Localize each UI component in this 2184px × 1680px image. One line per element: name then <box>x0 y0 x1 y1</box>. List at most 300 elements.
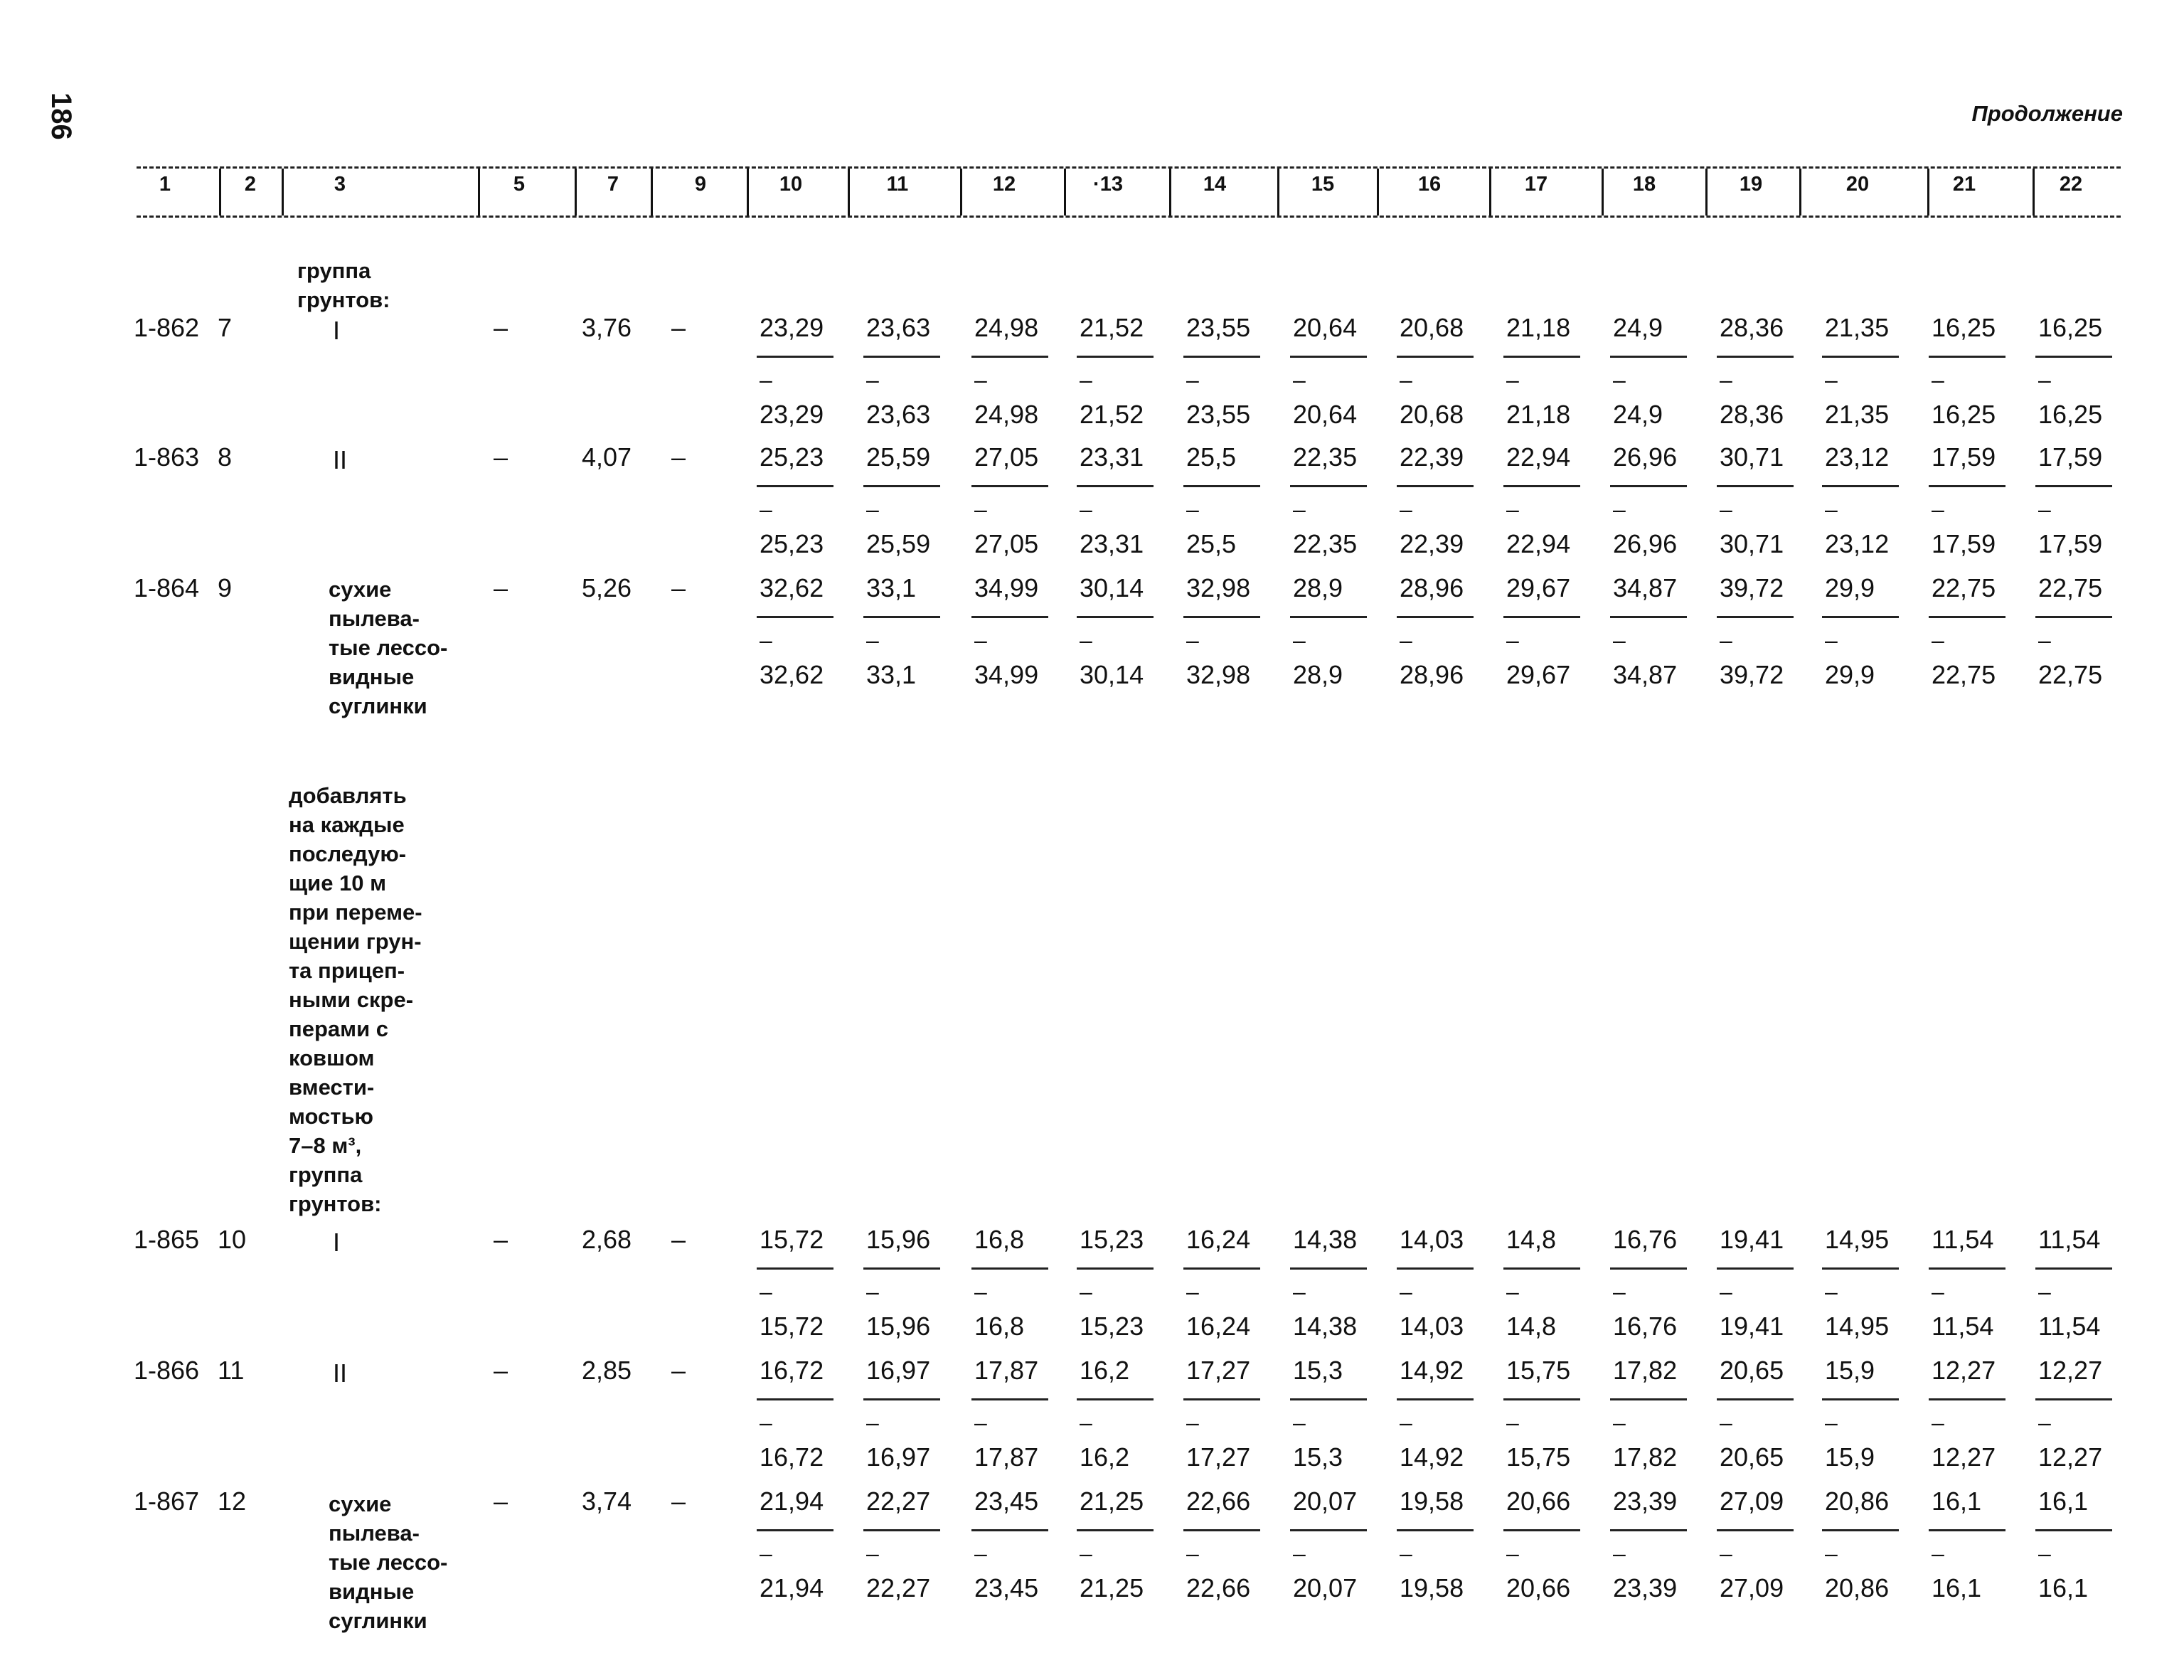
fraction-numerator: 16,25 <box>1932 313 1996 342</box>
col-separator <box>1489 169 1491 216</box>
fraction-denominator: 17,87 <box>974 1442 1039 1472</box>
fraction-numerator: 23,45 <box>974 1487 1039 1516</box>
fraction-bar <box>1077 616 1154 618</box>
fraction-numerator: 30,14 <box>1080 573 1144 602</box>
fraction-denominator: 15,3 <box>1293 1442 1343 1472</box>
fraction-numerator: 20,86 <box>1825 1487 1890 1516</box>
fraction-dash: – <box>1932 627 1944 653</box>
fraction-bar <box>2035 616 2112 618</box>
fraction-denominator: 17,59 <box>2038 529 2103 558</box>
fraction-numerator: 23,31 <box>1080 442 1144 472</box>
fraction-dash: – <box>1080 1279 1092 1304</box>
row-number: 10 <box>218 1225 247 1254</box>
fraction-numerator: 17,27 <box>1186 1356 1251 1385</box>
fraction-bar <box>1822 1529 1899 1531</box>
fraction-dash: – <box>1186 1279 1199 1304</box>
row-number: 8 <box>218 442 233 472</box>
col7-value: 2,68 <box>582 1225 632 1254</box>
fraction-bar <box>1822 1267 1899 1270</box>
fraction-dash: – <box>1720 1279 1732 1304</box>
fraction-numerator: 15,3 <box>1293 1356 1343 1385</box>
fraction-bar <box>757 1398 833 1400</box>
fraction-denominator: 22,27 <box>866 1573 931 1602</box>
fraction-denominator: 20,07 <box>1293 1573 1358 1602</box>
fraction-dash: – <box>1186 627 1199 653</box>
fraction-bar <box>1717 1529 1794 1531</box>
col-separator <box>1277 169 1279 216</box>
col-head-3: 3 <box>334 173 346 196</box>
fraction-numerator: 16,2 <box>1080 1356 1130 1385</box>
fraction-numerator: 14,95 <box>1825 1225 1890 1254</box>
fraction-dash: – <box>1825 367 1838 393</box>
fraction-numerator: 21,35 <box>1825 313 1890 342</box>
col-head-13: ·13 <box>1093 173 1123 196</box>
fraction-dash: – <box>1293 496 1306 522</box>
fraction-bar <box>1183 1398 1260 1400</box>
fraction-dash: – <box>1186 496 1199 522</box>
fraction-denominator: 23,55 <box>1186 400 1251 429</box>
fraction-bar <box>757 1267 833 1270</box>
fraction-denominator: 23,39 <box>1613 1573 1678 1602</box>
section-label-soil-group: группа грунтов: <box>297 258 390 312</box>
col-head-5: 5 <box>513 173 526 196</box>
fraction-numerator: 15,23 <box>1080 1225 1144 1254</box>
fraction-denominator: 16,76 <box>1613 1312 1678 1341</box>
fraction-numerator: 22,75 <box>2038 573 2103 602</box>
fraction-bar <box>971 616 1048 618</box>
fraction-bar <box>1717 1398 1794 1400</box>
fraction-dash: – <box>1932 367 1944 393</box>
fraction-numerator: 17,87 <box>974 1356 1039 1385</box>
fraction-dash: – <box>1613 1410 1626 1435</box>
fraction-numerator: 23,29 <box>760 313 824 342</box>
fraction-bar <box>971 485 1048 487</box>
fraction-numerator: 19,58 <box>1400 1487 1464 1516</box>
col9-dash: – <box>671 1487 686 1516</box>
col-head-17: 17 <box>1524 173 1548 196</box>
col-head-10: 10 <box>779 173 803 196</box>
fraction-numerator: 14,38 <box>1293 1225 1358 1254</box>
fraction-dash: – <box>2038 496 2051 522</box>
fraction-bar <box>1610 1529 1687 1531</box>
fraction-dash: – <box>1293 367 1306 393</box>
fraction-denominator: 24,9 <box>1613 400 1663 429</box>
fraction-denominator: 20,66 <box>1506 1573 1571 1602</box>
row-group: I <box>333 316 341 345</box>
fraction-numerator: 11,54 <box>1932 1225 1994 1254</box>
fraction-numerator: 17,59 <box>1932 442 1996 472</box>
fraction-denominator: 14,03 <box>1400 1312 1464 1341</box>
fraction-bar <box>863 1398 940 1400</box>
col7-value: 2,85 <box>582 1356 632 1385</box>
fraction-denominator: 16,8 <box>974 1312 1025 1341</box>
fraction-numerator: 28,36 <box>1720 313 1784 342</box>
fraction-denominator: 14,92 <box>1400 1442 1464 1472</box>
fraction-dash: – <box>1720 1541 1732 1566</box>
fraction-dash: – <box>1080 627 1092 653</box>
fraction-denominator: 14,38 <box>1293 1312 1358 1341</box>
fraction-bar <box>1822 485 1899 487</box>
fraction-denominator: 20,64 <box>1293 400 1358 429</box>
continuation-label: Продолжение <box>1971 101 2123 126</box>
fraction-numerator: 25,5 <box>1186 442 1237 472</box>
fraction-dash: – <box>1293 1410 1306 1435</box>
fraction-dash: – <box>2038 1279 2051 1304</box>
fraction-dash: – <box>1825 1279 1838 1304</box>
fraction-bar <box>1397 485 1474 487</box>
fraction-bar <box>1822 616 1899 618</box>
fraction-bar <box>1717 485 1794 487</box>
fraction-bar <box>1397 356 1474 358</box>
fraction-dash: – <box>1720 496 1732 522</box>
col-head-22: 22 <box>2059 173 2083 196</box>
fraction-bar <box>1717 356 1794 358</box>
fraction-numerator: 22,75 <box>1932 573 1996 602</box>
fraction-denominator: 22,39 <box>1400 529 1464 558</box>
col-head-20: 20 <box>1845 173 1870 196</box>
fraction-denominator: 20,68 <box>1400 400 1464 429</box>
fraction-denominator: 15,75 <box>1506 1442 1571 1472</box>
fraction-dash: – <box>2038 1410 2051 1435</box>
fraction-bar <box>2035 485 2112 487</box>
fraction-denominator: 32,98 <box>1186 660 1251 689</box>
fraction-bar <box>863 1529 940 1531</box>
fraction-denominator: 28,9 <box>1293 660 1343 689</box>
fraction-numerator: 27,09 <box>1720 1487 1784 1516</box>
fraction-denominator: 21,35 <box>1825 400 1890 429</box>
fraction-numerator: 16,25 <box>2038 313 2103 342</box>
fraction-denominator: 22,75 <box>2038 660 2103 689</box>
fraction-dash: – <box>1932 1410 1944 1435</box>
col-separator <box>651 169 653 216</box>
fraction-denominator: 16,25 <box>2038 400 2103 429</box>
col-head-16: 16 <box>1417 173 1442 196</box>
fraction-bar <box>863 1267 940 1270</box>
fraction-numerator: 33,1 <box>866 573 917 602</box>
fraction-numerator: 26,96 <box>1613 442 1678 472</box>
fraction-numerator: 28,96 <box>1400 573 1464 602</box>
fraction-bar <box>1290 1398 1367 1400</box>
fraction-bar <box>1183 1529 1260 1531</box>
fraction-numerator: 28,9 <box>1293 573 1343 602</box>
col-head-14: 14 <box>1203 173 1227 196</box>
fraction-bar <box>1610 356 1687 358</box>
fraction-dash: – <box>760 367 772 393</box>
fraction-bar <box>757 1529 833 1531</box>
fraction-numerator: 39,72 <box>1720 573 1784 602</box>
fraction-denominator: 22,75 <box>1932 660 1996 689</box>
fraction-numerator: 21,25 <box>1080 1487 1144 1516</box>
fraction-bar <box>2035 1398 2112 1400</box>
fraction-bar <box>1929 485 2005 487</box>
fraction-denominator: 25,23 <box>760 529 824 558</box>
fraction-dash: – <box>760 496 772 522</box>
fraction-numerator: 15,72 <box>760 1225 824 1254</box>
fraction-dash: – <box>1825 1410 1838 1435</box>
fraction-dash: – <box>866 1279 879 1304</box>
fraction-numerator: 23,55 <box>1186 313 1251 342</box>
header-top-rule <box>137 166 2121 169</box>
fraction-bar <box>1183 1267 1260 1270</box>
fraction-bar <box>2035 1267 2112 1270</box>
fraction-numerator: 15,96 <box>866 1225 931 1254</box>
col7-value: 3,76 <box>582 313 632 342</box>
fraction-numerator: 20,66 <box>1506 1487 1571 1516</box>
fraction-numerator: 11,54 <box>2038 1225 2101 1254</box>
fraction-numerator: 34,99 <box>974 573 1039 602</box>
fraction-dash: – <box>1080 1410 1092 1435</box>
fraction-denominator: 17,59 <box>1932 529 1996 558</box>
fraction-denominator: 30,71 <box>1720 529 1784 558</box>
fraction-bar <box>1503 356 1580 358</box>
col9-dash: – <box>671 1356 686 1385</box>
fraction-dash: – <box>974 627 987 653</box>
fraction-dash: – <box>1293 1279 1306 1304</box>
fraction-bar <box>1610 1267 1687 1270</box>
row-code: 1-866 <box>134 1356 200 1385</box>
fraction-numerator: 16,8 <box>974 1225 1025 1254</box>
fraction-bar <box>1077 1398 1154 1400</box>
fraction-dash: – <box>1506 1541 1519 1566</box>
fraction-denominator: 16,1 <box>2038 1573 2089 1602</box>
fraction-numerator: 20,68 <box>1400 313 1464 342</box>
fraction-bar <box>1929 1529 2005 1531</box>
fraction-dash: – <box>1825 496 1838 522</box>
fraction-dash: – <box>760 1410 772 1435</box>
fraction-denominator: 15,96 <box>866 1312 931 1341</box>
fraction-bar <box>1929 1267 2005 1270</box>
fraction-numerator: 15,9 <box>1825 1356 1875 1385</box>
col-head-21: 21 <box>1952 173 1976 196</box>
fraction-denominator: 34,87 <box>1613 660 1678 689</box>
fraction-bar <box>1077 1529 1154 1531</box>
fraction-denominator: 11,54 <box>2038 1312 2101 1341</box>
fraction-denominator: 27,09 <box>1720 1573 1784 1602</box>
col5-dash: – <box>494 573 508 602</box>
fraction-bar <box>1183 616 1260 618</box>
fraction-denominator: 28,96 <box>1400 660 1464 689</box>
fraction-numerator: 16,1 <box>1932 1487 1982 1516</box>
fraction-numerator: 22,27 <box>866 1487 931 1516</box>
fraction-bar <box>1077 1267 1154 1270</box>
col-separator <box>1377 169 1379 216</box>
fraction-numerator: 20,65 <box>1720 1356 1784 1385</box>
fraction-bar <box>971 356 1048 358</box>
fraction-numerator: 29,67 <box>1506 573 1571 602</box>
col-separator <box>960 169 962 216</box>
fraction-denominator: 23,12 <box>1825 529 1890 558</box>
col-separator <box>848 169 850 216</box>
fraction-denominator: 21,94 <box>760 1573 824 1602</box>
col7-value: 3,74 <box>582 1487 632 1516</box>
fraction-dash: – <box>866 627 879 653</box>
fraction-bar <box>1397 616 1474 618</box>
col5-dash: – <box>494 442 508 472</box>
fraction-denominator: 12,27 <box>1932 1442 1996 1472</box>
fraction-dash: – <box>1825 1541 1838 1566</box>
fraction-denominator: 16,24 <box>1186 1312 1251 1341</box>
fraction-denominator: 19,41 <box>1720 1312 1784 1341</box>
row-code: 1-867 <box>134 1487 200 1516</box>
col-head-2: 2 <box>244 173 257 196</box>
fraction-bar <box>1503 616 1580 618</box>
fraction-dash: – <box>866 1541 879 1566</box>
col-head-19: 19 <box>1739 173 1763 196</box>
fraction-dash: – <box>866 496 879 522</box>
fraction-bar <box>757 485 833 487</box>
fraction-denominator: 17,82 <box>1613 1442 1678 1472</box>
fraction-dash: – <box>1506 1279 1519 1304</box>
fraction-numerator: 16,76 <box>1613 1225 1678 1254</box>
fraction-bar <box>1822 356 1899 358</box>
fraction-dash: – <box>1080 367 1092 393</box>
fraction-denominator: 20,86 <box>1825 1573 1890 1602</box>
fraction-numerator: 34,87 <box>1613 573 1678 602</box>
fraction-numerator: 17,82 <box>1613 1356 1678 1385</box>
fraction-dash: – <box>2038 627 2051 653</box>
fraction-denominator: 11,54 <box>1932 1312 1994 1341</box>
col-head-18: 18 <box>1632 173 1656 196</box>
fraction-denominator: 25,5 <box>1186 529 1237 558</box>
fraction-dash: – <box>974 1541 987 1566</box>
col-separator <box>1602 169 1604 216</box>
fraction-dash: – <box>760 1541 772 1566</box>
fraction-dash: – <box>1186 1541 1199 1566</box>
fraction-numerator: 24,98 <box>974 313 1039 342</box>
fraction-dash: – <box>1186 1410 1199 1435</box>
fraction-dash: – <box>1400 1410 1412 1435</box>
fraction-denominator: 29,9 <box>1825 660 1875 689</box>
fraction-dash: – <box>1720 367 1732 393</box>
col9-dash: – <box>671 573 686 602</box>
fraction-numerator: 32,62 <box>760 573 824 602</box>
section-label-additional-distance: добавлять на каждые последую- щие 10 м при переме- щении грун- та прицеп- ными скре- перами с ковшом вмести- мостью 7–8 м³, группа грунтов: <box>289 783 422 1216</box>
fraction-dash: – <box>760 1279 772 1304</box>
fraction-denominator: 16,2 <box>1080 1442 1130 1472</box>
fraction-bar <box>1717 1267 1794 1270</box>
fraction-dash: – <box>1932 1279 1944 1304</box>
fraction-numerator: 12,27 <box>2038 1356 2103 1385</box>
fraction-denominator: 17,27 <box>1186 1442 1251 1472</box>
fraction-denominator: 19,58 <box>1400 1573 1464 1602</box>
row-code: 1-863 <box>134 442 200 472</box>
fraction-numerator: 16,24 <box>1186 1225 1251 1254</box>
fraction-numerator: 21,94 <box>760 1487 824 1516</box>
fraction-denominator: 23,31 <box>1080 529 1144 558</box>
fraction-numerator: 12,27 <box>1932 1356 1996 1385</box>
fraction-dash: – <box>1400 367 1412 393</box>
fraction-numerator: 14,8 <box>1506 1225 1557 1254</box>
fraction-numerator: 29,9 <box>1825 573 1875 602</box>
fraction-denominator: 16,1 <box>1932 1573 1982 1602</box>
fraction-dash: – <box>974 367 987 393</box>
col-head-1: 1 <box>159 173 171 196</box>
fraction-bar <box>1929 616 2005 618</box>
col-separator <box>575 169 577 216</box>
fraction-numerator: 24,9 <box>1613 313 1663 342</box>
fraction-denominator: 23,29 <box>760 400 824 429</box>
col9-dash: – <box>671 442 686 472</box>
row-group: II <box>333 445 348 474</box>
fraction-denominator: 15,9 <box>1825 1442 1875 1472</box>
fraction-denominator: 16,97 <box>866 1442 931 1472</box>
fraction-numerator: 25,59 <box>866 442 931 472</box>
fraction-bar <box>1929 1398 2005 1400</box>
col-separator <box>2033 169 2035 216</box>
fraction-numerator: 14,03 <box>1400 1225 1464 1254</box>
fraction-bar <box>1183 356 1260 358</box>
col5-dash: – <box>494 313 508 342</box>
col-separator <box>1064 169 1066 216</box>
fraction-denominator: 21,25 <box>1080 1573 1144 1602</box>
fraction-dash: – <box>2038 367 2051 393</box>
fraction-dash: – <box>1506 627 1519 653</box>
fraction-dash: – <box>866 367 879 393</box>
fraction-dash: – <box>1506 496 1519 522</box>
fraction-bar <box>1610 1398 1687 1400</box>
fraction-bar <box>1290 485 1367 487</box>
fraction-numerator: 21,18 <box>1506 313 1571 342</box>
row-code: 1-865 <box>134 1225 200 1254</box>
col-separator <box>1799 169 1801 216</box>
row-number: 12 <box>218 1487 247 1516</box>
fraction-dash: – <box>1400 627 1412 653</box>
fraction-denominator: 22,94 <box>1506 529 1571 558</box>
fraction-bar <box>1503 1398 1580 1400</box>
fraction-numerator: 23,39 <box>1613 1487 1678 1516</box>
fraction-dash: – <box>866 1410 879 1435</box>
fraction-denominator: 22,35 <box>1293 529 1358 558</box>
fraction-bar <box>2035 356 2112 358</box>
fraction-bar <box>757 356 833 358</box>
fraction-numerator: 30,71 <box>1720 442 1784 472</box>
fraction-numerator: 16,97 <box>866 1356 931 1385</box>
fraction-numerator: 22,35 <box>1293 442 1358 472</box>
fraction-denominator: 34,99 <box>974 660 1039 689</box>
fraction-bar <box>1929 356 2005 358</box>
col5-dash: – <box>494 1356 508 1385</box>
fraction-dash: – <box>1506 367 1519 393</box>
col-head-11: 11 <box>886 173 909 196</box>
fraction-denominator: 14,8 <box>1506 1312 1557 1341</box>
fraction-numerator: 23,12 <box>1825 442 1890 472</box>
col9-dash: – <box>671 1225 686 1254</box>
fraction-bar <box>1290 356 1367 358</box>
fraction-denominator: 22,66 <box>1186 1573 1251 1602</box>
fraction-denominator: 32,62 <box>760 660 824 689</box>
fraction-denominator: 12,27 <box>2038 1442 2103 1472</box>
fraction-dash: – <box>1932 496 1944 522</box>
fraction-dash: – <box>1506 1410 1519 1435</box>
fraction-denominator: 24,98 <box>974 400 1039 429</box>
fraction-bar <box>1077 356 1154 358</box>
fraction-numerator: 22,39 <box>1400 442 1464 472</box>
col5-dash: – <box>494 1487 508 1516</box>
col9-dash: – <box>671 313 686 342</box>
fraction-denominator: 21,52 <box>1080 400 1144 429</box>
fraction-bar <box>1397 1398 1474 1400</box>
fraction-dash: – <box>1825 627 1838 653</box>
fraction-numerator: 25,23 <box>760 442 824 472</box>
fraction-denominator: 27,05 <box>974 529 1039 558</box>
row-number: 11 <box>218 1356 245 1385</box>
fraction-numerator: 21,52 <box>1080 313 1144 342</box>
row-code: 1-862 <box>134 313 200 342</box>
fraction-denominator: 23,63 <box>866 400 931 429</box>
fraction-numerator: 14,92 <box>1400 1356 1464 1385</box>
fraction-dash: – <box>1720 1410 1732 1435</box>
col-head-9: 9 <box>694 173 707 196</box>
